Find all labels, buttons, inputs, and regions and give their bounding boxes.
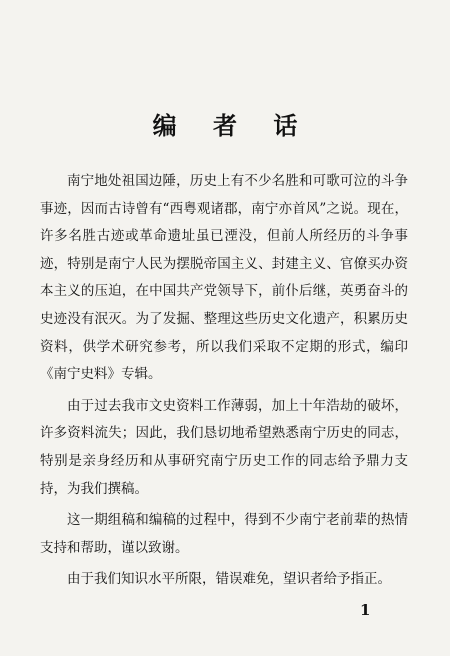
page-title: 编 者 话 bbox=[152, 112, 312, 140]
body-text bbox=[40, 168, 408, 594]
page-number: 1 bbox=[360, 601, 371, 619]
paragraph-1: 南宁地处祖国边陲，历史上有不少名胜和可歌可泣的斗争事迹，因而古诗曾有“西粤观诸郡，南宁亦首风”之说。现在，许多名胜古迹或革命遗址虽已湮没，但前人所经历的斗争事迹，特别是南宁人民为摆脱帝国主义、封建主义、官僚买办资本主义的压迫，在中国共产党领导下，前仆后继，英勇奋斗的史迹没有泯灭。为了发掘、整理这些历史文化遗产，积累历史资料，供学术研究参考，所以我们采取不定期的形式，编印《南宁史料》专辑。 bbox=[40, 173, 408, 383]
paragraph-4: 由于我们知识水平所限，错误难免，望识者给予指正。 bbox=[67, 571, 391, 588]
paragraph-3: 这一期组稿和编稿的过程中，得到不少南宁老前辈的热情支持和帮助，谨以致谢。 bbox=[40, 512, 408, 556]
paragraph-2: 由于过去我市文史资料工作薄弱，加上十年浩劫的破坏，许多资料流失；因此，我们恳切地希望熟悉南宁历史的同志，特别是亲身经历和从事研究南宁历史工作的同志给予鼎力支持，为我们撰稿。 bbox=[40, 397, 408, 497]
